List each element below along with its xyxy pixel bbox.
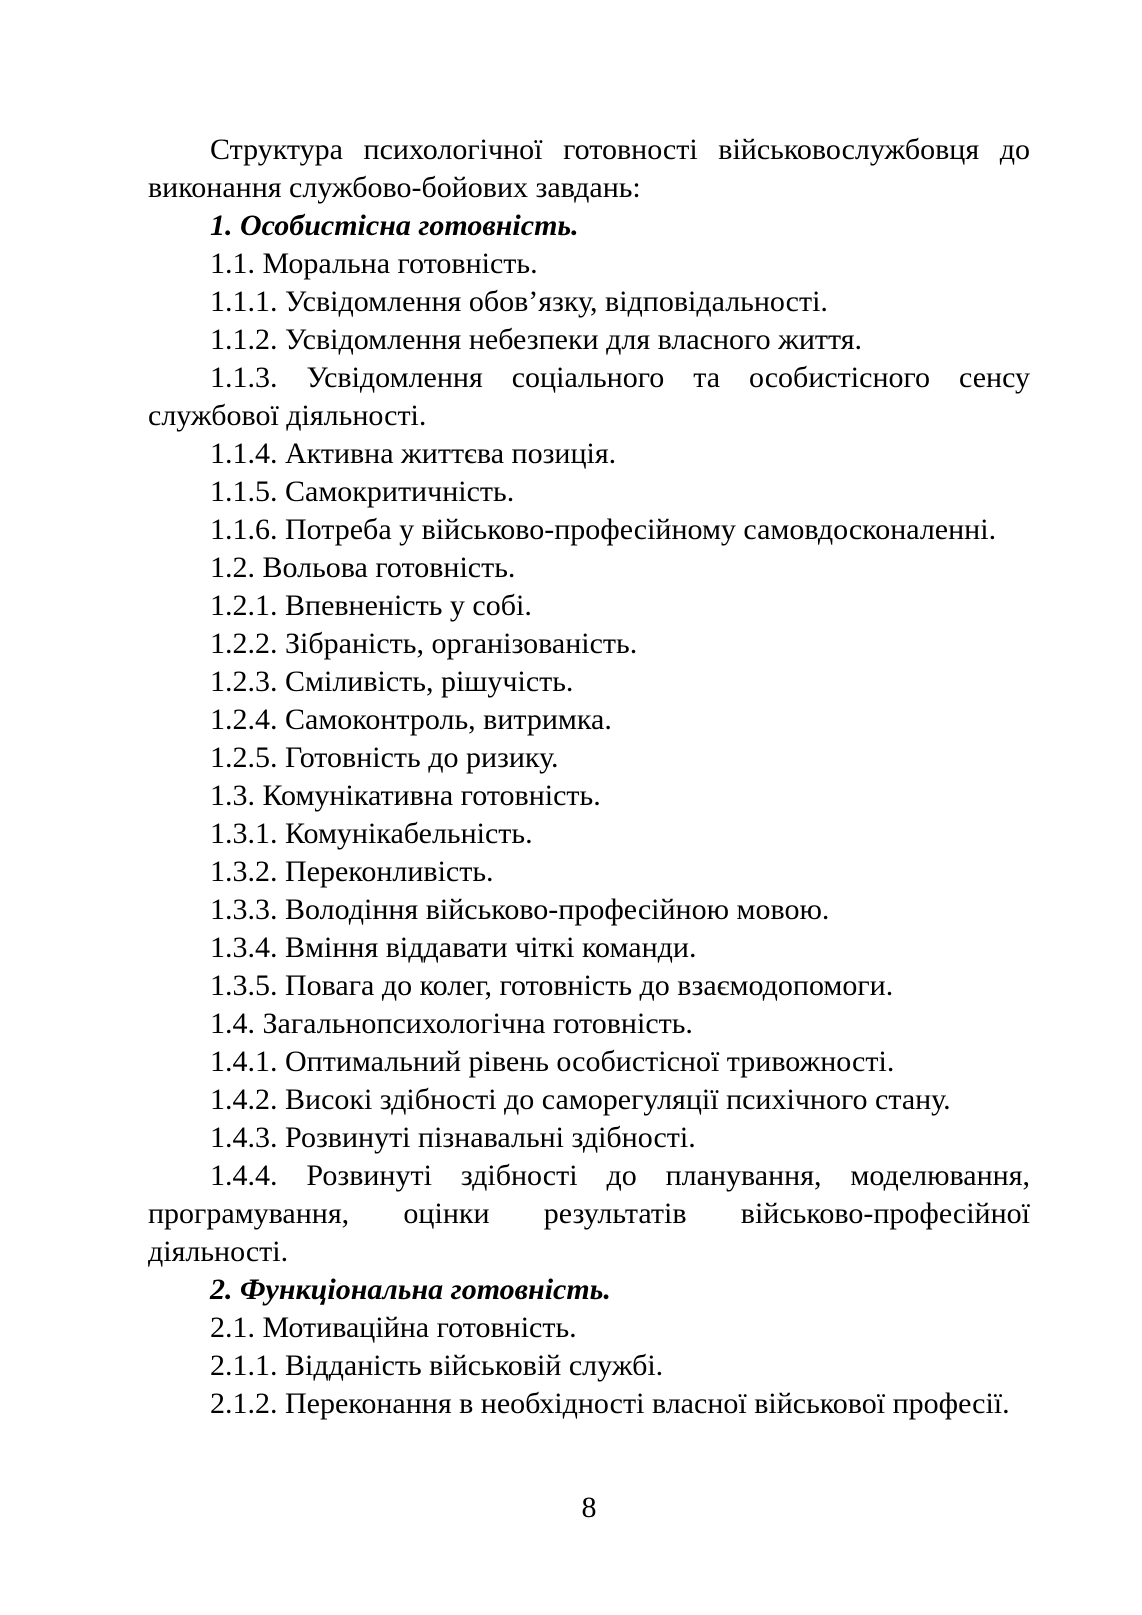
- text-line: 1.3.5. Повага до колег, готовність до взаємодопомоги.: [210, 969, 894, 1002]
- list-paragraph: [148, 321, 1030, 359]
- text-line: 1.1.2. Усвідомлення небезпеки для власного життя.: [210, 323, 863, 356]
- list-paragraph: [148, 853, 1030, 891]
- text-line: 2.1.1. Відданість військовій службі.: [210, 1349, 664, 1382]
- text-line: 1.3.2. Переконливість.: [210, 855, 494, 888]
- text-line: 1.2.5. Готовність до ризику.: [210, 741, 559, 774]
- list-paragraph: [148, 1043, 1030, 1081]
- list-paragraph: [148, 1309, 1030, 1347]
- text-line: 1.3. Комунікативна готовність.: [210, 779, 601, 812]
- text-line: 2.1.2. Переконання в необхідності власної військової професії.: [210, 1387, 1010, 1420]
- list-paragraph: [148, 473, 1030, 511]
- list-paragraph: [148, 1005, 1030, 1043]
- text-line: 1.3.1. Комунікабельність.: [210, 817, 533, 850]
- section-heading: [148, 207, 1030, 245]
- text-line: 2. Функціональна готовність.: [210, 1273, 611, 1306]
- text-line: програмування, оцінки результатів військово-професійної: [148, 1197, 1030, 1230]
- text-line: 1.4.3. Розвинуті пізнавальні здібності.: [210, 1121, 696, 1154]
- list-paragraph: [148, 283, 1030, 321]
- list-paragraph: [148, 1157, 1030, 1271]
- section-heading: [148, 1271, 1030, 1309]
- list-paragraph: [148, 739, 1030, 777]
- text-line: 1.4.1. Оптимальний рівень особистісної тривожності.: [210, 1045, 895, 1078]
- list-paragraph: [148, 245, 1030, 283]
- list-paragraph: [148, 891, 1030, 929]
- list-paragraph: [148, 815, 1030, 853]
- text-line: 1.2. Вольова готовність.: [210, 551, 516, 584]
- text-line: 1.2.1. Впевненість у собі.: [210, 589, 532, 622]
- list-paragraph: [148, 549, 1030, 587]
- text-line: 1.2.2. Зібраність, організованість.: [210, 627, 638, 660]
- list-paragraph: [148, 511, 1030, 549]
- text-line: 1.1.5. Самокритичність.: [210, 475, 515, 508]
- text-line: 1.1.1. Усвідомлення обов’язку, відповідальності.: [210, 285, 828, 318]
- list-paragraph: [148, 1385, 1030, 1423]
- text-line: 1.4. Загальнопсихологічна готовність.: [210, 1007, 693, 1040]
- text-line: службової діяльності.: [148, 399, 427, 432]
- text-line: діяльності.: [148, 1235, 289, 1268]
- list-paragraph: [148, 929, 1030, 967]
- list-paragraph: [148, 663, 1030, 701]
- text-line: 1.1.3. Усвідомлення соціального та особистісного сенсу: [210, 361, 1030, 394]
- text-line: 1. Особистісна готовність.: [210, 209, 579, 242]
- text-line: 1.2.4. Самоконтроль, витримка.: [210, 703, 612, 736]
- list-paragraph: [148, 587, 1030, 625]
- text-line: 1.3.3. Володіння військово-професійною мовою.: [210, 893, 830, 926]
- list-paragraph: [148, 359, 1030, 435]
- list-paragraph: [148, 1081, 1030, 1119]
- text-line: 1.1.6. Потреба у військово-професійному самовдосконаленні.: [210, 513, 997, 546]
- text-line: 1.4.4. Розвинуті здібності до планування, моделювання,: [210, 1159, 1030, 1192]
- list-paragraph: [148, 1119, 1030, 1157]
- text-line: 1.1. Моральна готовність.: [210, 247, 538, 280]
- text-line: Структура психологічної готовності військовослужбовця до: [210, 133, 1030, 166]
- list-paragraph: [148, 701, 1030, 739]
- text-line: 1.1.4. Активна життєва позиція.: [210, 437, 617, 470]
- page-footer: [148, 1489, 1030, 1527]
- text-line: 1.3.4. Вміння віддавати чіткі команди.: [210, 931, 697, 964]
- list-paragraph: [148, 625, 1030, 663]
- list-paragraph: [148, 1347, 1030, 1385]
- list-paragraph: [148, 435, 1030, 473]
- list-paragraph: [148, 777, 1030, 815]
- page-number: 8: [581, 1491, 597, 1524]
- list-paragraph: [148, 967, 1030, 1005]
- text-line: 1.4.2. Високі здібності до саморегуляції психічного стану.: [210, 1083, 951, 1116]
- text-line: 2.1. Мотиваційна готовність.: [210, 1311, 577, 1344]
- text-line: виконання службово-бойових завдань:: [148, 171, 641, 204]
- text-line: 1.2.3. Сміливість, рішучість.: [210, 665, 574, 698]
- list-paragraph: [148, 131, 1030, 207]
